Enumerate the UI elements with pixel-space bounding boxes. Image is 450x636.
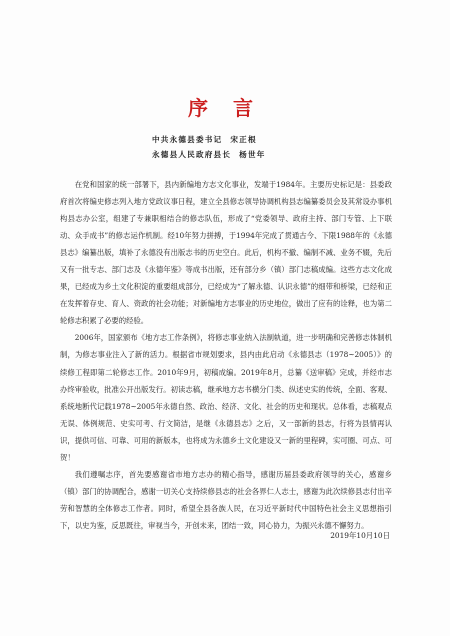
signatory-2 [152, 149, 412, 160]
date-line: 2019年10月10日 [330, 531, 390, 540]
page-title: 序 言 [188, 96, 262, 120]
paragraph: 我们遵嘱志序，首先要感谢省市地方志办的精心指导，感谢历届县委政府领导的关心，感谢乡（镇）部门的协调配合，感谢一切关心支持续修县志的社会各界仁人志士，感谢为此次续修县志付出辛劳和智慧的全体修志工作者。同时，希望全县各族人民，在习近平新时代中国特色社会主义思想指引下，以史为鉴，反思既往，审视当今，开创未来，团结一致，同心协力，为振兴永德不懈努力。 [60, 469, 392, 530]
paragraph: 2006年，国家颁布《地方志工作条例》，将修志事业纳入法制轨道，进一步明确和完善修志体制机制，为修志事业注入了新的活力。根据省市规划要求，县内由此启动《永德县志（1978~2005）》的续修工程即第二轮修志工作。2010年9月，初稿成编。2019年8月，总纂《送审稿》完成，并经市志办终审验收，批准公开出版发行。初读志稿，继承地方志书横分门类、纵述史实的传统，全面、客观、系统地断代记载1978~2005年永德自然、政治、经济、文化、社会的历史和现状。总体看，志稿观点无误、体例规范、史实可考、行文简洁，是继《永德县志》之后，又一部新的县志，行将为县情再认识，提供可信、可靠、可用的新版本，也将成为永德乡土文化建设又一新的里程碑，实可圈、可点、可贺！ [60, 333, 392, 462]
preface-body [60, 176, 392, 534]
paragraph: 在党和国家的统一部署下，县内新编地方志文化事业，发端于1984年。主要历史标记是：县委政府首次将编史修志列入地方党政议事日程，建立全县修志领导协调机构县志编纂委员会及其常设办事机构县志办公室，组建了专兼职相结合的修志队伍，形成了“党委领导、政府主持、部门专管、上下联动、众手成书”的修志运作机制。经10年努力拼搏，于1994年完成了贯通古今、下限1988年的《永德县志》编纂出版，填补了永德没有出版志书的历史空白。此后，机构不撤、编制不减、业务不辍，先后又有一批专志、部门志及《永德年鉴》等成书出版，还有部分乡（镇）部门志稿成编。这些方志文化成果，已经成为乡土文化积淀的重要组成部分，已经成为“了解永德、认识永德”的细带和桥梁，已经和正在发挥着存史、育人、资政的社会功能；对新编地方志事业的历史地位，做出了应有的诠释，也为第二轮修志积累了必要的经验。 [60, 180, 392, 326]
signatory-1 [152, 134, 412, 145]
signatory-name: 宋正根 [230, 135, 257, 144]
signatory-role: 永德县人民政府县长 [152, 150, 232, 159]
signatory-role: 中共永德县委书记 [152, 135, 223, 144]
signatory-name: 杨世年 [239, 150, 266, 159]
